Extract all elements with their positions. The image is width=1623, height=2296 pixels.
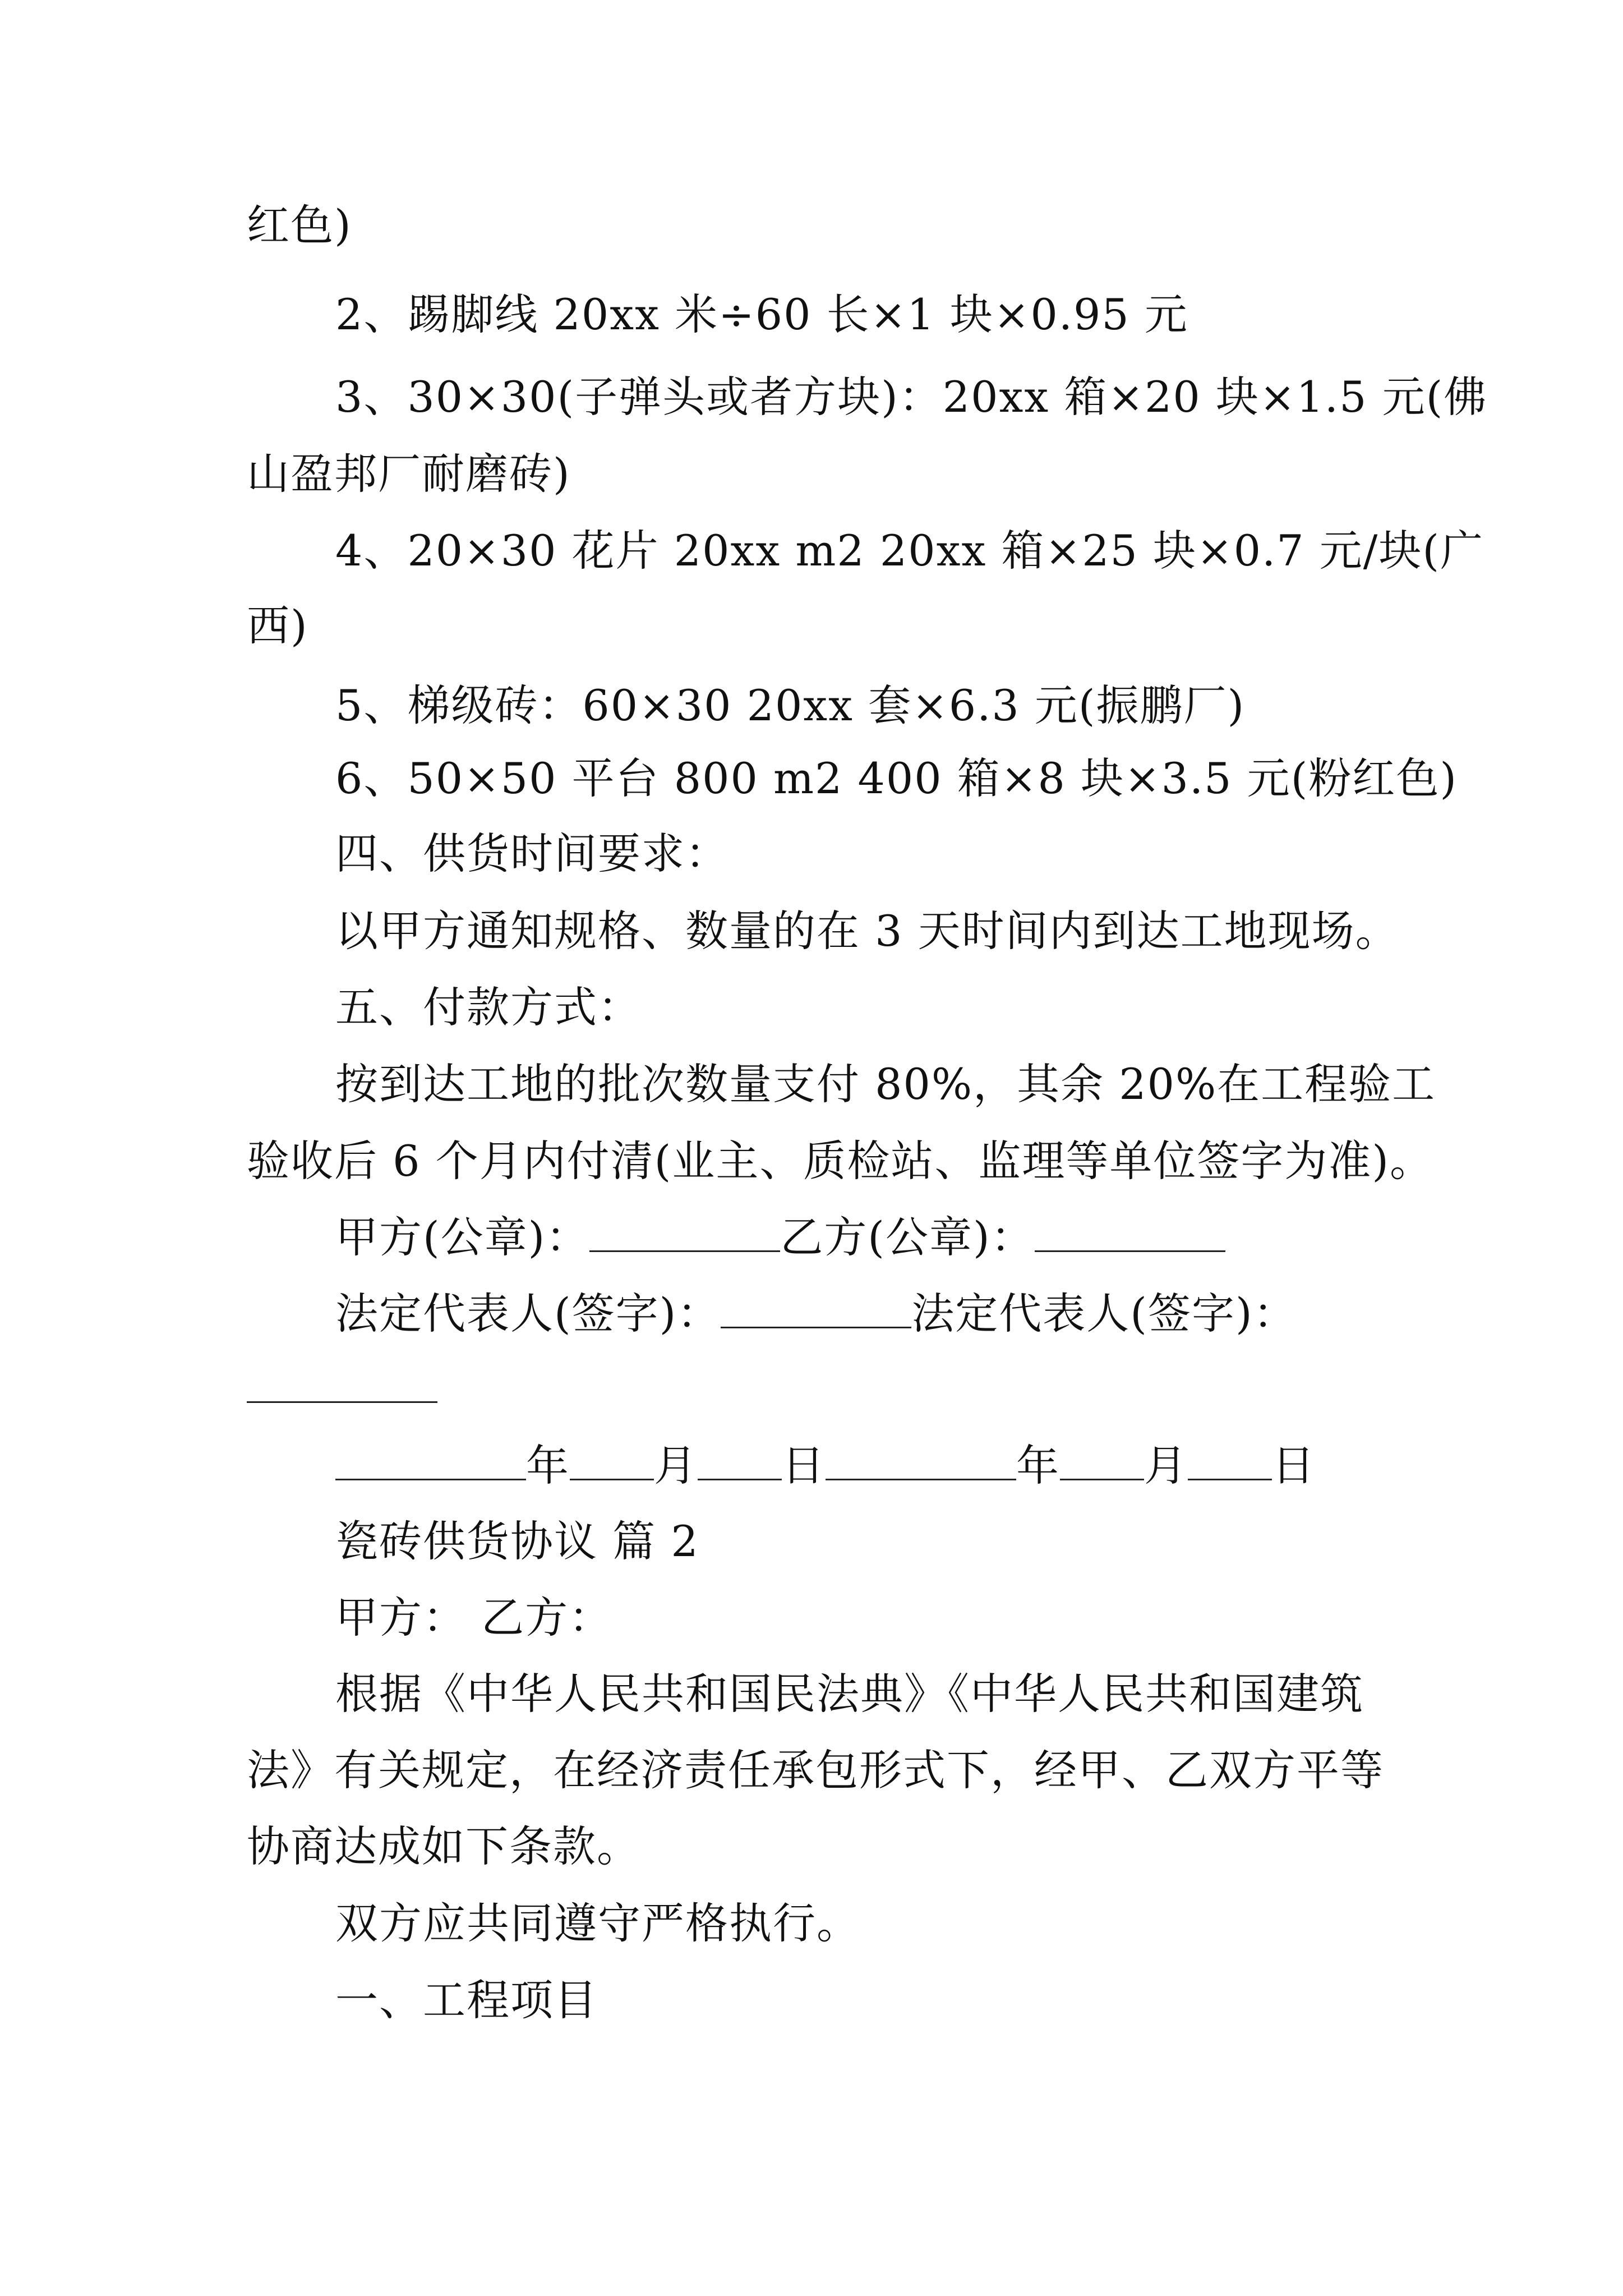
month-blank: [570, 1438, 654, 1480]
legal-rep-line: [335, 1286, 1297, 1342]
text-line: 协商达成如下条款。: [247, 1821, 640, 1871]
text-line: 验收后 6 个月内付清(业主、质检站、监理等单位签字为准)。: [247, 1136, 1433, 1186]
month-blank: [1060, 1438, 1144, 1480]
text-line: 红色): [247, 200, 352, 250]
party-a-seal-label: 甲方(公章)：: [335, 1212, 590, 1262]
parties-line: 甲方： 乙方：: [335, 1593, 613, 1642]
party-b-seal-blank: [1035, 1210, 1225, 1252]
document-title: 瓷砖供货协议 篇 2: [335, 1516, 699, 1566]
text-line: 根据《中华人民共和国民法典》《中华人民共和国建筑: [335, 1669, 1364, 1719]
date-line: [335, 1438, 1316, 1494]
year-blank: [335, 1438, 526, 1480]
month-label: 月: [654, 1441, 698, 1490]
day-blank: [1188, 1438, 1272, 1480]
text-line: 4、20×30 花片 20xx m2 20xx 箱×25 块×0.7 元/块(广: [335, 526, 1484, 576]
year-label: 年: [1016, 1441, 1060, 1490]
section-heading: 四、供货时间要求：: [335, 829, 729, 878]
day-label: 日: [1272, 1441, 1316, 1490]
party-a-seal-blank: [589, 1210, 780, 1252]
year-label: 年: [526, 1441, 570, 1490]
section-heading: 五、付款方式：: [335, 982, 642, 1032]
day-blank: [698, 1438, 782, 1480]
text-line: 按到达工地的批次数量支付 80%，其余 20%在工程验工: [335, 1059, 1436, 1109]
legal-rep-b-label: 法定代表人(签字)：: [911, 1289, 1297, 1338]
seal-line: [335, 1209, 1225, 1266]
legal-rep-b-blank: [247, 1401, 437, 1403]
text-line: 6、50×50 平台 800 m2 400 箱×8 块×3.5 元(粉红色): [335, 753, 1458, 803]
text-line: 法》有关规定，在经济责任承包形式下，经甲、乙双方平等: [247, 1745, 1384, 1795]
text-line: 山盈邦厂耐磨砖): [247, 449, 571, 499]
month-label: 月: [1144, 1441, 1188, 1490]
legal-rep-a-label: 法定代表人(签字)：: [335, 1289, 721, 1338]
text-line: 西): [247, 601, 308, 651]
text-line: 以甲方通知规格、数量的在 3 天时间内到达工地现场。: [335, 906, 1399, 956]
text-line: 双方应共同遵守严格执行。: [335, 1898, 860, 1948]
section-heading: 一、工程项目: [335, 1975, 598, 2025]
text-line: 3、30×30(子弹头或者方块)：20xx 箱×20 块×1.5 元(佛: [335, 372, 1488, 422]
year-blank: [826, 1438, 1016, 1480]
text-line: 5、梯级砖：60×30 20xx 套×6.3 元(振鹏厂): [335, 680, 1246, 730]
party-b-seal-label: 乙方(公章)：: [780, 1212, 1035, 1262]
legal-rep-a-blank: [721, 1286, 911, 1328]
text-line: 2、踢脚线 20xx 米÷60 长×1 块×0.95 元: [335, 289, 1188, 339]
day-label: 日: [782, 1441, 826, 1490]
